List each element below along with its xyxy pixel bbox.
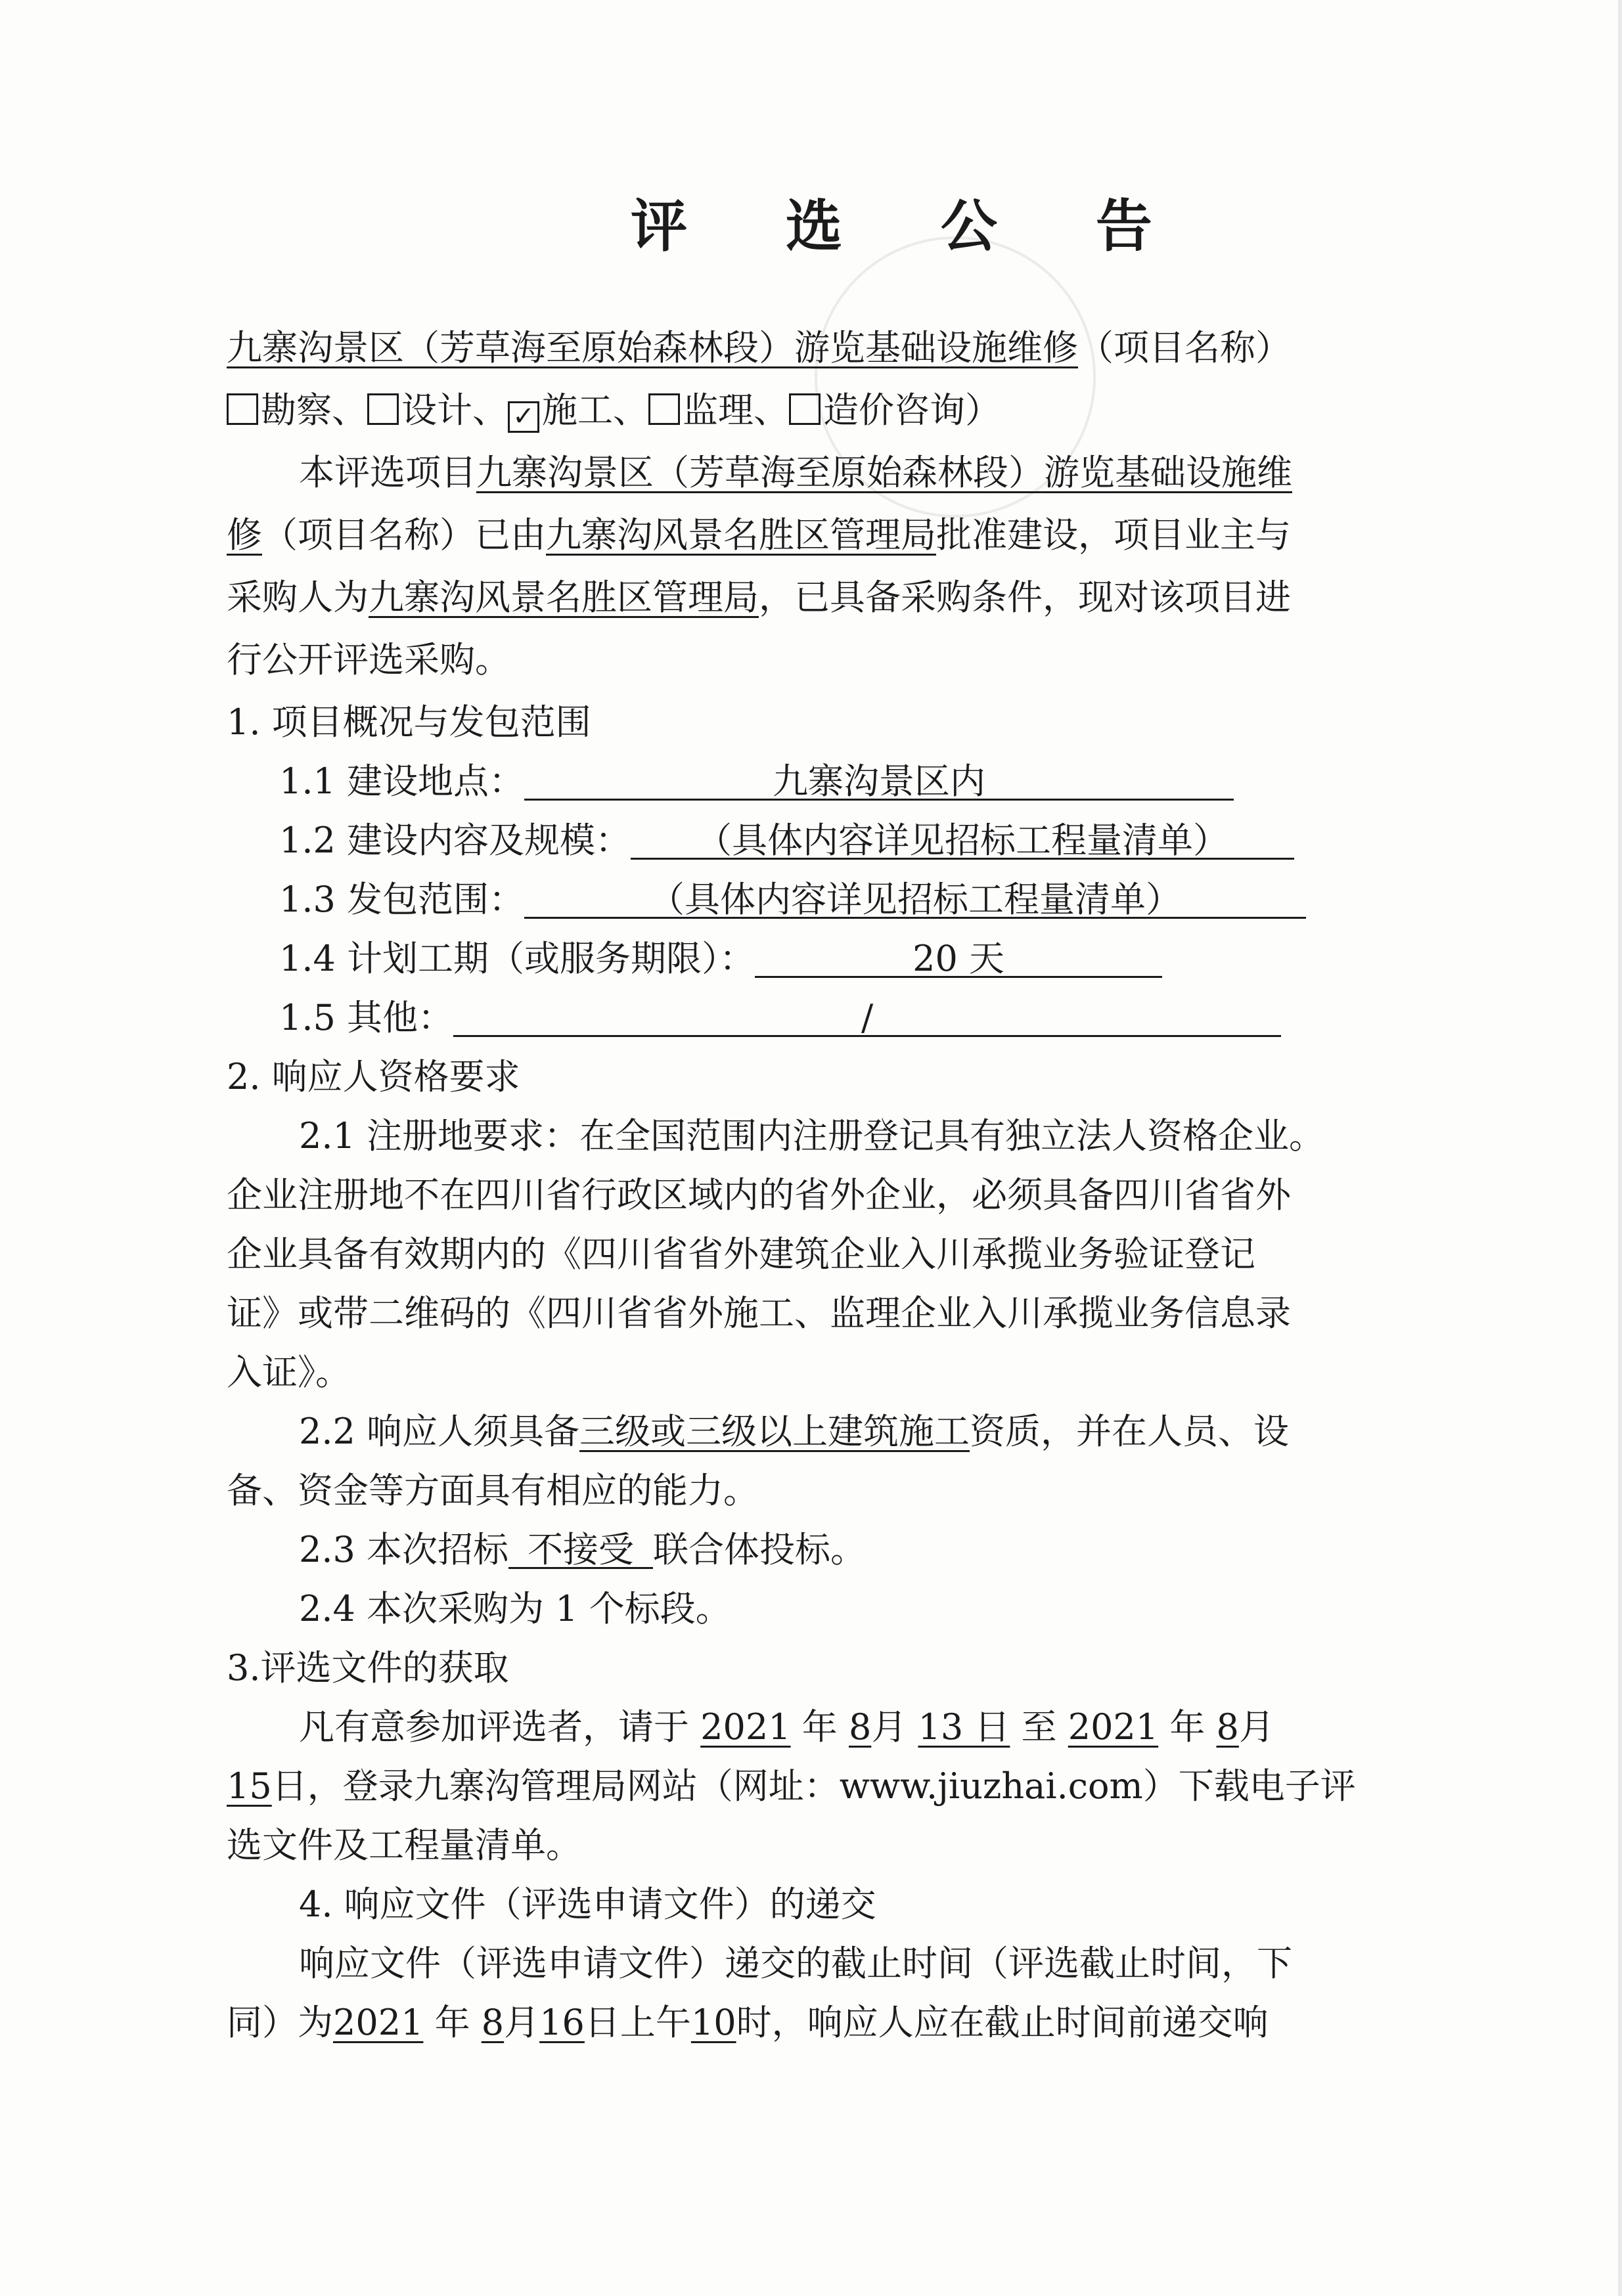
- item-2-2-line-2: 备、资金等方面具有相应的能力。: [227, 1470, 759, 1511]
- item-2-3: 2.3 本次招标 不接受 联合体投标。: [299, 1524, 1622, 1576]
- item-1-3: 1.3 发包范围： （具体内容详见招标工程量清单）: [279, 873, 1622, 926]
- item-1-2: 1.2 建设内容及规模： （具体内容详见招标工程量清单）: [279, 814, 1622, 867]
- item-2-1-line-1: 2.1 注册地要求：在全国范围内注册登记具有独立法人资格企业。: [299, 1115, 1325, 1157]
- section-4-line-2: 同）为2021 年 8月16日上午10时，响应人应在截止时间前递交响: [227, 2002, 1269, 2043]
- field-contract-scope: （具体内容详见招标工程量清单）: [524, 873, 1306, 919]
- field-duration: 20 天: [755, 933, 1162, 978]
- item-1-4: 1.4 计划工期（或服务期限）： 20 天: [279, 933, 1622, 985]
- option-survey[interactable]: 勘察、: [227, 389, 367, 431]
- checkbox-icon[interactable]: [789, 393, 821, 425]
- item-2-1-line-5: 入证》。: [227, 1352, 351, 1393]
- section-3-heading: 3.评选文件的获取: [227, 1647, 509, 1689]
- section-3-line-2: 15日，登录九寨沟管理局网站（网址：www.jiuzhai.com）下载电子评: [227, 1765, 1356, 1807]
- section-1-heading: 1. 项目概况与发包范围: [227, 701, 591, 743]
- checkbox-icon[interactable]: [367, 393, 399, 425]
- item-2-2-line-1: 2.2 响应人须具备三级或三级以上建筑施工资质，并在人员、设: [299, 1411, 1290, 1452]
- checkbox-icon[interactable]: [648, 393, 680, 425]
- section-4-heading: 4. 响应文件（评选申请文件）的递交: [299, 1884, 876, 1925]
- checkbox-icon[interactable]: [227, 393, 258, 425]
- item-2-1-line-4: 证》或带二维码的《四川省省外施工、监理企业入川承揽业务信息录: [227, 1292, 1291, 1334]
- page-title: 评 选 公 告: [631, 193, 1192, 259]
- project-name: 九寨沟景区（芳草海至原始森林段）游览基础设施维修: [227, 327, 1078, 368]
- option-design[interactable]: 设计、: [367, 389, 508, 431]
- checkbox-checked-icon[interactable]: ✓: [508, 401, 539, 433]
- item-1-5: 1.5 其他： /: [279, 992, 1622, 1044]
- option-supervision[interactable]: 监理、: [648, 389, 789, 431]
- field-content-scale: （具体内容详见招标工程量清单）: [631, 814, 1294, 860]
- intro-line-4: 行公开评选采购。: [227, 639, 510, 680]
- project-name-suffix: （项目名称）: [1078, 327, 1291, 368]
- project-name-line: [227, 322, 1622, 374]
- section-3-line-1: 凡有意参加评选者，请于 2021 年 8月 13 日 至 2021 年 8月: [299, 1706, 1274, 1748]
- intro-line-2: 修（项目名称）已由九寨沟风景名胜区管理局批准建设，项目业主与: [227, 514, 1291, 556]
- service-type-options: [227, 384, 1622, 437]
- option-cost-consulting[interactable]: 造价咨询）: [789, 389, 1001, 431]
- field-consortium: 不接受: [508, 1524, 653, 1569]
- item-1-1: 1.1 建设地点： 九寨沟景区内: [279, 755, 1622, 808]
- item-2-1-line-2: 企业注册地不在四川省行政区域内的省外企业，必须具备四川省省外: [227, 1174, 1291, 1216]
- intro-line-1: 本评选项目九寨沟景区（芳草海至原始森林段）游览基础设施维: [299, 452, 1292, 493]
- section-4-line-1: 响应文件（评选申请文件）递交的截止时间（评选截止时间，下: [299, 1943, 1292, 1984]
- intro-line-3: 采购人为九寨沟风景名胜区管理局，已具备采购条件，现对该项目进: [227, 577, 1291, 618]
- item-2-1-line-3: 企业具备有效期内的《四川省省外建筑企业入川承揽业务验证登记: [227, 1233, 1255, 1275]
- section-2-heading: 2. 响应人资格要求: [227, 1056, 520, 1097]
- field-location: 九寨沟景区内: [524, 755, 1234, 801]
- item-2-4: 2.4 本次采购为 1 个标段。: [299, 1588, 731, 1629]
- field-other: /: [453, 992, 1281, 1037]
- option-construction[interactable]: ✓ 施工、: [508, 389, 648, 431]
- section-3-line-3: 选文件及工程量清单。: [227, 1824, 581, 1866]
